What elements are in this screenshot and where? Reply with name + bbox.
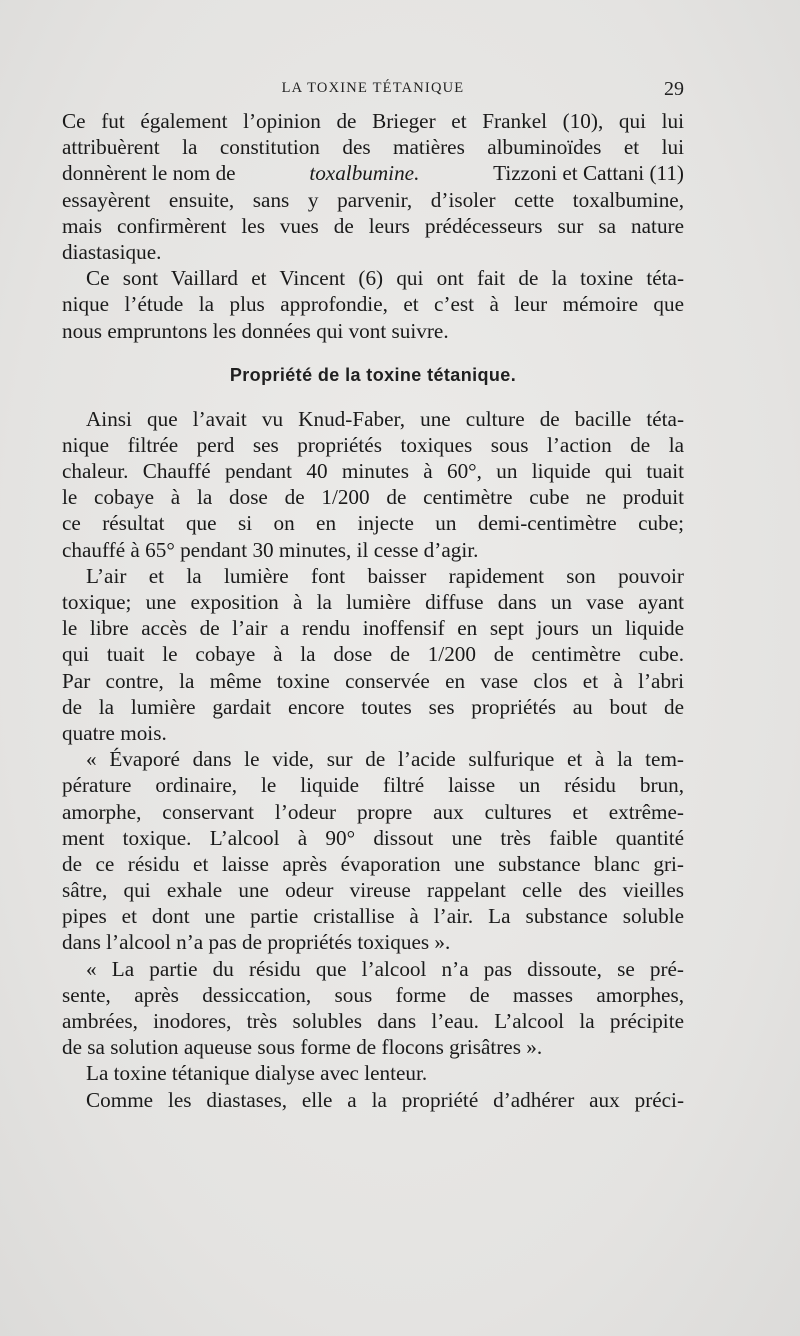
text-line: Ce fut également l’opinion de Brieger et Frankel (10), qui lui (62, 109, 684, 133)
text-line: La toxine tétanique dialyse avec lenteur. (86, 1061, 428, 1086)
text-line: sente, après dessiccation, sous forme de masses amorphes, (62, 982, 684, 1007)
running-title: LA TOXINE TÉTANIQUE (281, 80, 465, 96)
text-line: « Évaporé dans le vide, sur de l’acide sulfurique et à la tem- (86, 747, 684, 772)
text-line: nique filtrée perd ses propriétés toxiques sous l’action de la (62, 432, 684, 457)
text-fragment: donnèrent le nom de (62, 161, 236, 186)
text-line: pérature ordinaire, le liquide filtré laisse un résidu brun, (62, 773, 684, 798)
text-line: L’air et la lumière font baisser rapidement son pouvoir (86, 563, 684, 588)
text-line: dans l’alcool n’a pas de propriétés toxiques ». (62, 930, 451, 955)
text-line: chaleur. Chauffé pendant 40 minutes à 60°, un liquide qui tuait (62, 459, 684, 484)
text-line: mais confirmèrent les vues de leurs prédécesseurs sur sa nature (62, 213, 684, 238)
text-line: ambrées, inodores, très solubles dans l’eau. L’alcool la précipite (62, 1009, 684, 1033)
text-line: chauffé à 65° pendant 30 minutes, il cesse d’agir. (62, 537, 479, 562)
text-line: qui tuait le cobaye à la dose de 1/200 de centimètre cube. (62, 642, 684, 667)
text-line: nous empruntons les données qui vont suivre. (62, 318, 449, 343)
text-line: pipes et dont une partie cristallise à l’air. La substance soluble (62, 904, 684, 929)
text-line: Ce sont Vaillard et Vincent (6) qui ont fait de la toxine téta- (86, 266, 684, 291)
section-heading: Propriété de la toxine tétanique. (229, 364, 517, 385)
text-line: essayèrent ensuite, sans y parvenir, d’isoler cette toxalbumine, (62, 187, 684, 212)
page-number: 29 (664, 78, 684, 100)
text-line: Par contre, la même toxine conservée en vase clos et à l’abri (62, 668, 684, 693)
text-line: nique l’étude la plus approfondie, et c’est à leur mémoire que (62, 292, 684, 317)
text-line: Ainsi que l’avait vu Knud-Faber, une culture de bacille téta- (86, 406, 684, 431)
text-fragment: Tizzoni et Cattani (11) (493, 161, 684, 186)
text-line: amorphe, conservant l’odeur propre aux cultures et extrême- (62, 799, 684, 824)
text-line: sâtre, qui exhale une odeur vireuse rappelant celle des vieilles (62, 878, 684, 903)
text-line: quatre mois. (62, 720, 167, 745)
text-line-with-italic (62, 160, 684, 186)
text-line: ce résultat que si on en injecte un demi-centimètre cube; (62, 511, 684, 536)
text-line: le libre accès de l’air a rendu inoffensif en sept jours un liquide (62, 616, 684, 641)
text-line: de sa solution aqueuse sous forme de flocons grisâtres ». (62, 1035, 543, 1060)
italic-term: toxalbumine. (309, 161, 420, 186)
text-line: toxique; une exposition à la lumière diffuse dans un vase ayant (62, 590, 684, 614)
text-line: « La partie du résidu que l’alcool n’a pas dissoute, se pré- (86, 956, 684, 981)
text-line: attribuèrent la constitution des matières albuminoïdes et lui (62, 135, 684, 160)
text-line: diastasique. (62, 239, 162, 264)
text-line: de la lumière gardait encore toutes ses propriétés au bout de (62, 694, 684, 719)
text-line: de ce résidu et laisse après évaporation une substance blanc gri- (62, 851, 684, 876)
text-line: ment toxique. L’alcool à 90° dissout une très faible quantité (62, 825, 684, 850)
text-line: Comme les diastases, elle a la propriété d’adhérer aux préci- (86, 1087, 684, 1112)
page-body (62, 108, 684, 1113)
page-header (62, 76, 684, 102)
text-line: le cobaye à la dose de 1/200 de centimètre cube ne produit (62, 485, 684, 510)
